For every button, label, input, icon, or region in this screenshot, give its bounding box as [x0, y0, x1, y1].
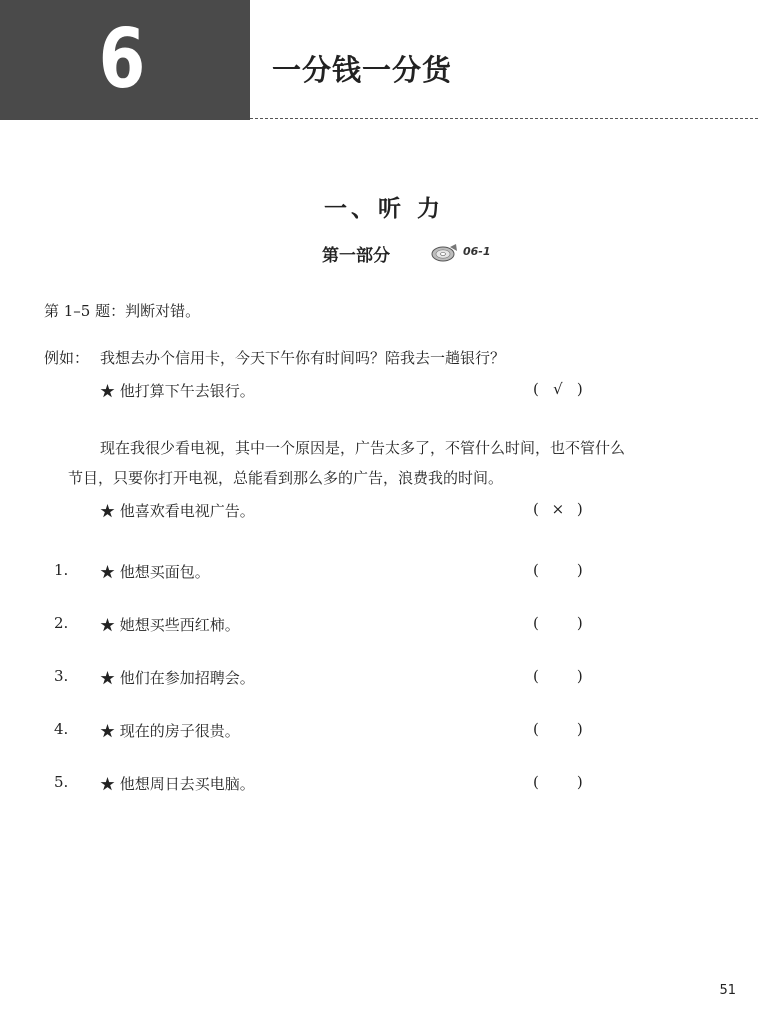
page-number: 51 — [719, 983, 736, 998]
answer-mark: × — [551, 500, 565, 518]
answer-box[interactable]: ( ) — [533, 561, 583, 579]
example-answer-2: ( × ) — [533, 500, 583, 518]
example-text-2-line-2: 节目，只要你打开电视，总能看到那么多的广告，浪费我的时间。 — [68, 469, 504, 487]
answer-mark: √ — [553, 380, 563, 398]
question-number: 5. — [54, 773, 69, 791]
example-text-2-line-1: 现在我很少看电视，其中一个原因是，广告太多了，不管什么时间，也不管什么 — [100, 439, 626, 457]
answer-box[interactable]: ( ) — [533, 667, 583, 685]
question-number: 2. — [54, 614, 69, 632]
answer-box[interactable]: ( ) — [533, 614, 583, 632]
answer-box[interactable]: ( ) — [533, 773, 583, 791]
audio-track-label: 06-1 — [463, 245, 491, 258]
question-text: ★ 她想买些西红柿。 — [100, 616, 240, 634]
cd-icon[interactable] — [431, 242, 459, 262]
chapter-title: 一分钱一分货 — [272, 53, 453, 87]
instruction-text: 第 1–5 题：判断对错。 — [44, 302, 201, 320]
example-statement-2: ★ 他喜欢看电视广告。 — [100, 502, 255, 520]
example-answer-1: ( √ ) — [533, 380, 583, 398]
question-text: ★ 他想买面包。 — [100, 563, 210, 581]
example-label: 例如： — [44, 349, 90, 367]
question-number: 1. — [54, 561, 69, 579]
example-text-1: 我想去办个信用卡，今天下午你有时间吗？陪我去一趟银行？ — [100, 349, 506, 367]
chapter-number: 6 — [98, 12, 146, 107]
answer-box[interactable]: ( ) — [533, 720, 583, 738]
question-number: 4. — [54, 720, 69, 738]
part-title: 第一部分 — [322, 246, 390, 266]
header-divider — [250, 118, 758, 119]
question-text: ★ 他们在参加招聘会。 — [100, 669, 255, 687]
question-text: ★ 现在的房子很贵。 — [100, 722, 240, 740]
section-title: 一、听 力 — [323, 195, 444, 222]
example-statement-1: ★ 他打算下午去银行。 — [100, 382, 255, 400]
question-text: ★ 他想周日去买电脑。 — [100, 775, 255, 793]
question-number: 3. — [54, 667, 69, 685]
